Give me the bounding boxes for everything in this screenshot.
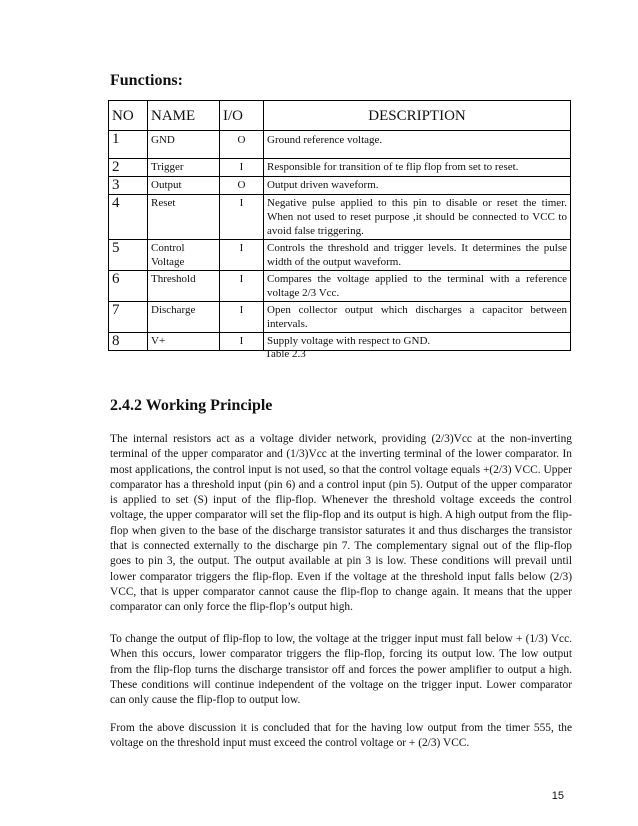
pin-description: Negative pulse applied to this pin to disable or reset the timer. When not used to reset purpose ,it should be connected to VCC to avoid false triggering.	[264, 195, 571, 240]
pin-io: I	[220, 302, 264, 333]
pin-number: 5	[109, 240, 148, 271]
pin-number: 7	[109, 302, 148, 333]
header-name: NAME	[148, 101, 220, 131]
pin-io: I	[220, 159, 264, 177]
pin-name: Control Voltage	[148, 240, 220, 271]
pin-description: Controls the threshold and trigger levels. It determines the pulse width of the output waveform.	[264, 240, 571, 271]
table-caption: Table 2.3	[265, 348, 306, 360]
pin-name: GND	[148, 131, 220, 159]
header-io: I/O	[220, 101, 264, 131]
pin-number: 4	[109, 195, 148, 240]
pin-name: Discharge	[148, 302, 220, 333]
pin-description: Ground reference voltage.	[264, 131, 571, 159]
pin-description: Responsible for transition of te flip flop from set to reset.	[264, 159, 571, 177]
header-no: NO	[109, 101, 148, 131]
pin-description: Output driven waveform.	[264, 177, 571, 195]
pin-name: Output	[148, 177, 220, 195]
pin-io: I	[220, 195, 264, 240]
pin-io: O	[220, 177, 264, 195]
pin-number: 1	[109, 131, 148, 159]
table-row	[109, 177, 571, 195]
paragraph-comparator-operation: The internal resistors act as a voltage divider network, providing (2/3)Vcc at the non-inverting terminal of the upper comparator and (1/3)Vcc at the inverting terminal of the lower comparator. In most applications, the control input is not used, so that the control voltage equals +(2/3) VCC. Upper comparator has a threshold input (pin 6) and a control input (pin 5). Output of the upper comparator is applied to set (S) input of the flip-flop. Whenever the threshold voltage exceeds the control voltage, the upper comparator will set the flip-flop and its output is high. A high output from the flip-flop when given to the base of the discharge transistor saturates it and thus discharges the transistor that is connected externally to the discharge pin 7. The complementary signal out of the flip-flop goes to pin 3, the output. The output available at pin 3 is low. These conditions will prevail until lower comparator triggers the flip-flop. Even if the voltage at the threshold input falls below (2/3) VCC, that is upper comparator cannot cause the flip-flop to change again. It means that the upper comparator can only force the flip-flop’s output high.	[110, 433, 572, 614]
functions-heading: Functions:	[110, 72, 183, 89]
pin-functions-table	[108, 100, 571, 351]
pin-io: I	[220, 333, 264, 351]
pin-name: Threshold	[148, 271, 220, 302]
pin-number: 8	[109, 333, 148, 351]
paragraph-conclusion: From the above discussion it is concluded that for the having low output from the timer 555, the voltage on the threshold input must exceed the control voltage or + (2/3) VCC.	[110, 722, 572, 750]
pin-io: I	[220, 271, 264, 302]
table-row	[109, 240, 571, 271]
pin-number: 3	[109, 177, 148, 195]
pin-number: 2	[109, 159, 148, 177]
table-row	[109, 159, 571, 177]
pin-name: Trigger	[148, 159, 220, 177]
pin-io: I	[220, 240, 264, 271]
table-row	[109, 195, 571, 240]
section-heading: 2.4.2 Working Principle	[110, 397, 273, 414]
paragraph-trigger-low: To change the output of flip-flop to low, the voltage at the trigger input must fall below + (1/3) Vcc. When this occurs, lower comparator triggers the flip-flop, forcing its output low. The low output from the flip-flop turns the discharge transistor off and forces the power amplifier to output a high. These conditions will continue independent of the voltage on the trigger input. Lower comparator can only cause the flip-flop to output low.	[110, 633, 572, 707]
page-number: 15	[551, 790, 564, 802]
pin-name: V+	[148, 333, 220, 351]
table-header-row	[109, 101, 571, 131]
pin-number: 6	[109, 271, 148, 302]
table-row	[109, 271, 571, 302]
table-row	[109, 333, 571, 351]
pin-description: Supply voltage with respect to GND.	[264, 333, 571, 351]
table-row	[109, 131, 571, 159]
pin-io: O	[220, 131, 264, 159]
table-row	[109, 302, 571, 333]
pin-description: Open collector output which discharges a capacitor between intervals.	[264, 302, 571, 333]
header-description: DESCRIPTION	[264, 101, 571, 131]
pin-description: Compares the voltage applied to the terminal with a reference voltage 2/3 Vcc.	[264, 271, 571, 302]
pin-name: Reset	[148, 195, 220, 240]
